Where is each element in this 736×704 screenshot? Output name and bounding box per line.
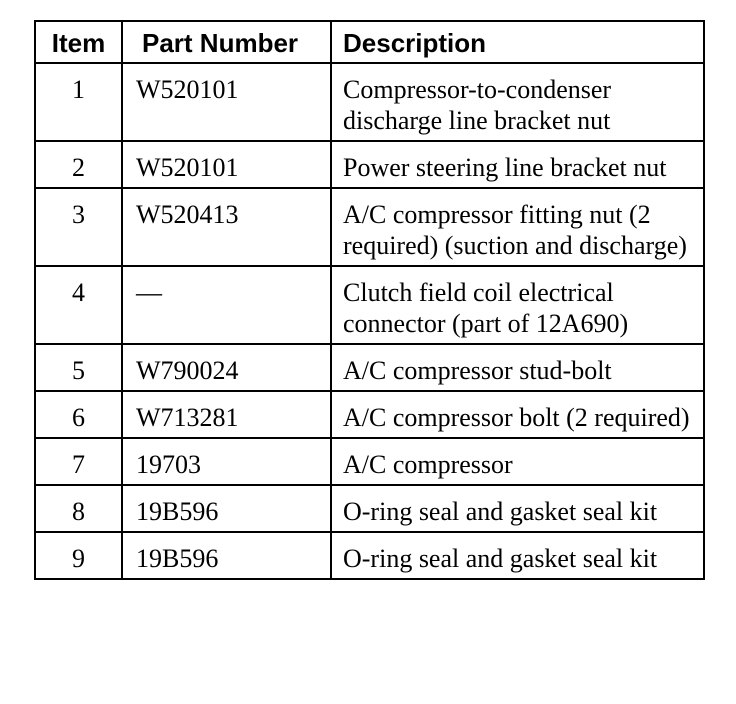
cell-description: A/C compressor fitting nut (2 required) (suction and discharge)	[331, 188, 704, 266]
cell-item: 2	[35, 141, 122, 188]
header-part-number: Part Number	[122, 21, 331, 63]
cell-item: 1	[35, 63, 122, 141]
parts-table	[34, 20, 705, 580]
cell-part-number: —	[122, 266, 331, 344]
cell-item: 8	[35, 485, 122, 532]
cell-description: O-ring seal and gasket seal kit	[331, 532, 704, 579]
table-row	[35, 391, 704, 438]
table-row	[35, 532, 704, 579]
header-item: Item	[35, 21, 122, 63]
cell-part-number: 19B596	[122, 532, 331, 579]
cell-part-number: W520101	[122, 141, 331, 188]
table-row	[35, 438, 704, 485]
table-row	[35, 485, 704, 532]
cell-item: 3	[35, 188, 122, 266]
table-row	[35, 344, 704, 391]
cell-item: 5	[35, 344, 122, 391]
cell-description: Power steering line bracket nut	[331, 141, 704, 188]
cell-description: A/C compressor stud-bolt	[331, 344, 704, 391]
cell-item: 4	[35, 266, 122, 344]
cell-part-number: W713281	[122, 391, 331, 438]
header-row	[35, 21, 704, 63]
cell-part-number: 19703	[122, 438, 331, 485]
cell-part-number: W520413	[122, 188, 331, 266]
cell-description: A/C compressor	[331, 438, 704, 485]
cell-description: A/C compressor bolt (2 required)	[331, 391, 704, 438]
table-row	[35, 141, 704, 188]
table-row	[35, 266, 704, 344]
cell-description: Compressor-to-condenser discharge line bracket nut	[331, 63, 704, 141]
cell-item: 9	[35, 532, 122, 579]
table-row	[35, 63, 704, 141]
cell-part-number: 19B596	[122, 485, 331, 532]
cell-part-number: W520101	[122, 63, 331, 141]
cell-part-number: W790024	[122, 344, 331, 391]
cell-description: Clutch field coil electrical connector (part of 12A690)	[331, 266, 704, 344]
cell-description: O-ring seal and gasket seal kit	[331, 485, 704, 532]
cell-item: 6	[35, 391, 122, 438]
header-description: Description	[331, 21, 704, 63]
cell-item: 7	[35, 438, 122, 485]
table-row	[35, 188, 704, 266]
